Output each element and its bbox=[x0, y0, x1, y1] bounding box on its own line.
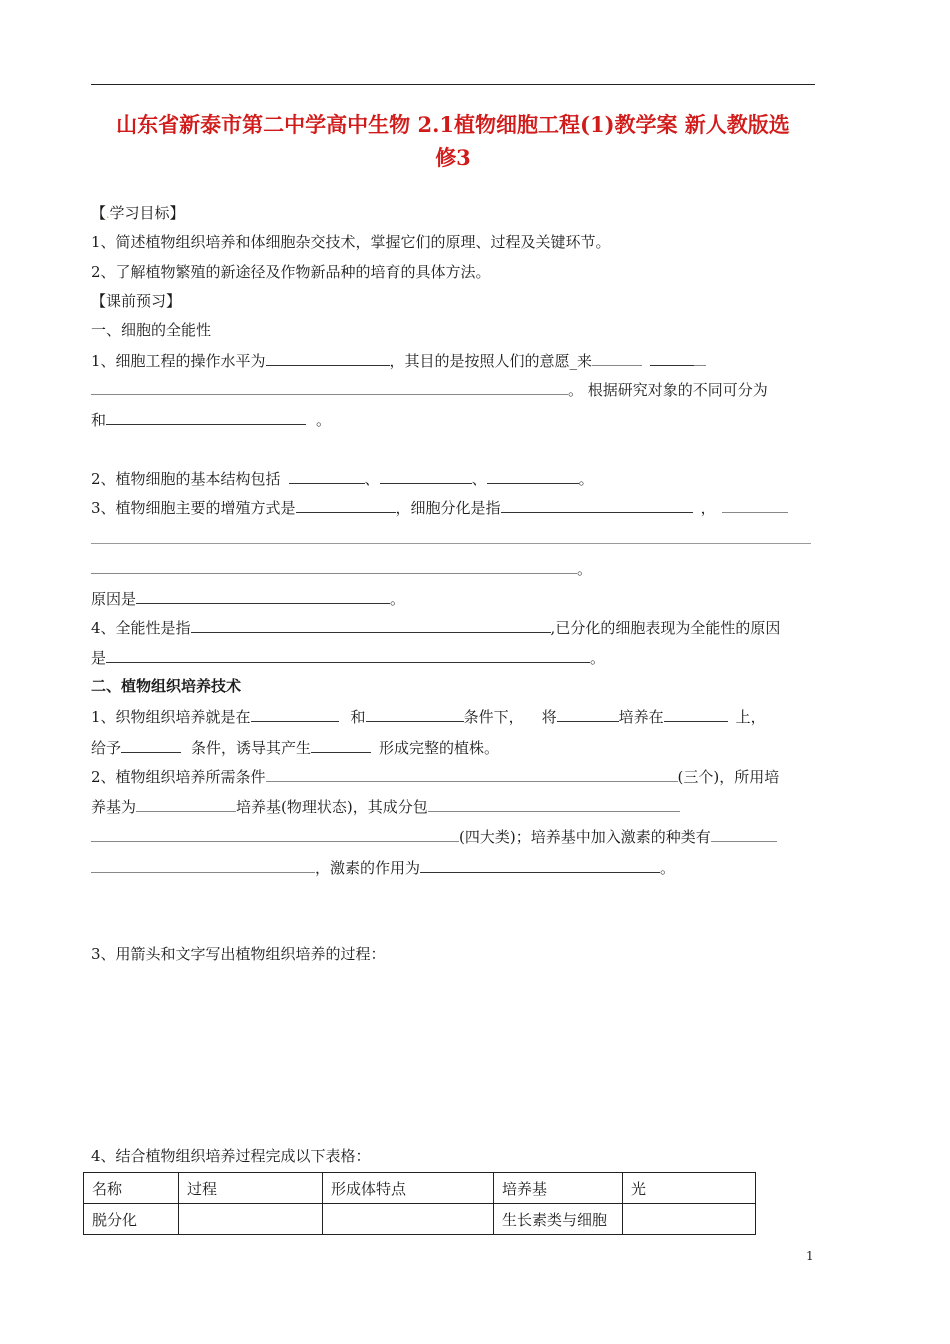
answer-blank[interactable] bbox=[106, 646, 590, 663]
table-cell: 生长素类与细胞 bbox=[494, 1204, 623, 1235]
question-4-line1: 4、全能性是指 ,已分化的细胞表现为全能性的原因 bbox=[91, 616, 780, 638]
answer-blank[interactable] bbox=[136, 795, 236, 812]
question-3-line3: 。 bbox=[91, 557, 592, 579]
answer-blank[interactable] bbox=[501, 496, 693, 513]
page-number: 1 bbox=[806, 1249, 814, 1263]
section-heading-totipotency: 一、细胞的全能性 bbox=[91, 321, 212, 339]
answer-blank[interactable] bbox=[191, 616, 551, 633]
table-header-cell: 光 bbox=[623, 1173, 756, 1204]
question-2: 2、植物细胞的基本结构包括 、 、 。 bbox=[91, 467, 594, 489]
answer-blank[interactable] bbox=[592, 349, 642, 366]
tissue-q3: 3、用箭头和文字写出植物组织培养的过程： bbox=[91, 945, 386, 963]
answer-blank[interactable] bbox=[311, 736, 371, 753]
question-4-line2: 是 。 bbox=[91, 646, 605, 668]
answer-blank[interactable] bbox=[136, 587, 390, 604]
question-1-line2: 。 根据研究对象的不同可分为 bbox=[91, 378, 768, 400]
table-header-cell: 培养基 bbox=[494, 1173, 623, 1204]
answer-blank[interactable] bbox=[91, 557, 577, 574]
answer-blank[interactable] bbox=[91, 856, 315, 873]
table-cell[interactable] bbox=[323, 1204, 494, 1235]
question-1-line1: 1、细胞工程的操作水平为 ，其目的是按照人们的意愿_来 bbox=[91, 349, 706, 371]
answer-blank[interactable] bbox=[380, 467, 472, 484]
header-rule bbox=[91, 84, 815, 85]
answer-blank[interactable] bbox=[711, 825, 777, 842]
section-heading-tissue-culture: 二、植物组织培养技术 bbox=[91, 677, 242, 695]
table-cell[interactable] bbox=[623, 1204, 756, 1235]
document-title-line2: 修3 bbox=[435, 145, 471, 170]
answer-blank[interactable] bbox=[91, 825, 459, 842]
table-header-cell: 形成体特点 bbox=[323, 1173, 494, 1204]
table-header-cell: 过程 bbox=[179, 1173, 323, 1204]
answer-rule[interactable] bbox=[91, 543, 811, 544]
answer-blank[interactable] bbox=[251, 705, 339, 722]
tissue-q1-line1: 1、织物组织培养就是在 和 条件下， 将 培养在 上， bbox=[91, 705, 766, 727]
answer-blank[interactable] bbox=[366, 705, 464, 722]
tissue-q2-line1: 2、植物组织培养所需条件 (三个)，所用培 bbox=[91, 765, 779, 787]
answer-blank[interactable] bbox=[557, 705, 619, 722]
table-row bbox=[84, 1204, 756, 1235]
answer-blank[interactable] bbox=[91, 378, 568, 395]
document-title-line1: 山东省新泰市第二中学高中生物 2.1植物细胞工程(1)教学案 新人教版选 bbox=[116, 112, 790, 137]
answer-blank[interactable] bbox=[664, 705, 728, 722]
answer-blank[interactable] bbox=[694, 349, 706, 366]
table-header-cell: 名称 bbox=[84, 1173, 179, 1204]
answer-blank[interactable] bbox=[722, 496, 788, 513]
anchor-icon: . bbox=[106, 208, 110, 221]
answer-blank[interactable] bbox=[121, 736, 181, 753]
answer-blank[interactable] bbox=[296, 496, 396, 513]
tissue-q4: 4、结合植物组织培养过程完成以下表格： bbox=[91, 1147, 371, 1165]
table-cell[interactable] bbox=[179, 1204, 323, 1235]
objectives-heading: 【.学习目标】 bbox=[91, 204, 185, 222]
tissue-q2-line3: (四大类)；培养基中加入激素的种类有 bbox=[91, 825, 777, 847]
objective-item-2: 2、了解植物繁殖的新途径及作物新品种的培育的具体方法。 bbox=[91, 263, 491, 281]
table-header-row bbox=[84, 1173, 756, 1204]
answer-blank[interactable] bbox=[428, 795, 680, 812]
answer-blank[interactable] bbox=[487, 467, 579, 484]
preview-heading: 【课前预习】 bbox=[91, 292, 182, 310]
table-cell: 脱分化 bbox=[84, 1204, 179, 1235]
objective-item-1: 1、简述植物组织培养和体细胞杂交技术，掌握它们的原理、过程及关键环节。 bbox=[91, 233, 611, 251]
tissue-q2-line2: 养基为 培养基(物理状态)，其成分包 bbox=[91, 795, 680, 817]
culture-process-table bbox=[83, 1172, 756, 1235]
tissue-q1-line2: 给予 条件，诱导其产生 形成完整的植株。 bbox=[91, 736, 499, 758]
answer-blank[interactable] bbox=[289, 467, 365, 484]
question-1-line3: 和 。 bbox=[91, 408, 331, 430]
answer-blank[interactable] bbox=[266, 765, 678, 782]
question-3-reason: 原因是 。 bbox=[91, 587, 405, 609]
answer-blank[interactable] bbox=[266, 349, 390, 366]
answer-blank[interactable] bbox=[650, 349, 694, 366]
answer-blank[interactable] bbox=[420, 856, 660, 873]
question-3-line1: 3、植物细胞主要的增殖方式是 ，细胞分化是指 ， bbox=[91, 496, 788, 518]
tissue-q2-line4: ，激素的作用为 。 bbox=[91, 856, 675, 878]
answer-blank[interactable] bbox=[106, 408, 306, 425]
